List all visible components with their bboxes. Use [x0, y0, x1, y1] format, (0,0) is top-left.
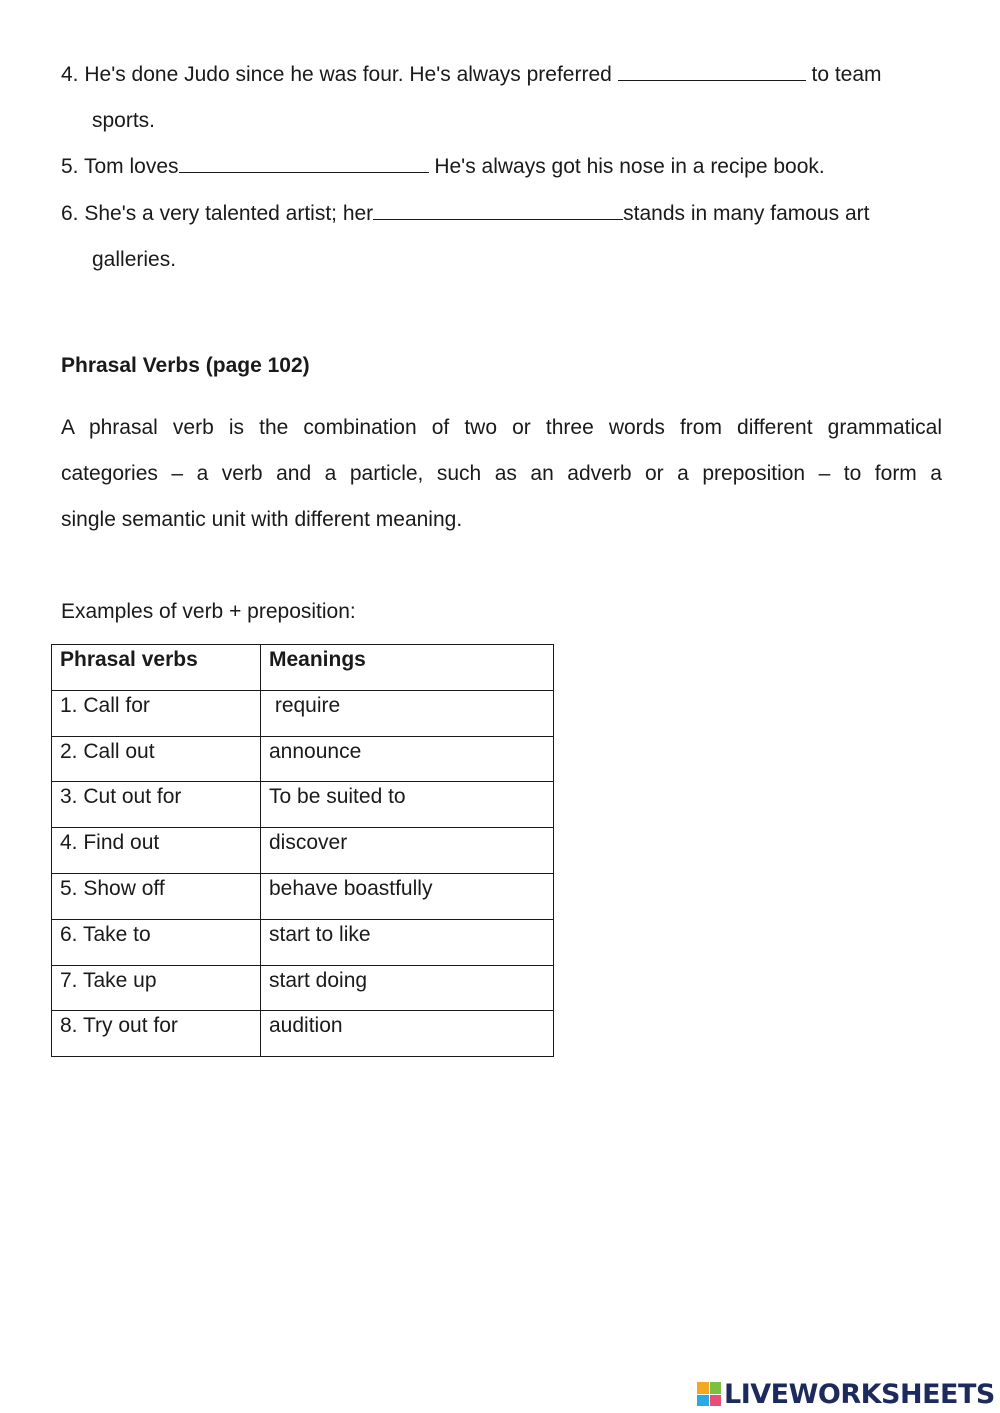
meaning-cell: start to like — [261, 919, 554, 965]
verb-cell: 1. Call for — [52, 690, 261, 736]
table-row — [52, 736, 554, 782]
meaning-cell: audition — [261, 1011, 554, 1057]
exercise-q5-text-b: He's always got his nose in a recipe book. — [428, 155, 825, 178]
exercise-q4-text-a: 4. He's done Judo since he was four. He's always preferred — [61, 63, 618, 86]
meaning-cell: announce — [261, 736, 554, 782]
verb-cell: 3. Cut out for — [52, 782, 261, 828]
logo-text: LIVEWORKSHEETS — [724, 1378, 995, 1410]
table-header-row — [52, 645, 554, 691]
exercise-q6-text-a: 6. She's a very talented artist; her — [61, 202, 374, 225]
table-row — [52, 965, 554, 1011]
meaning-cell: To be suited to — [261, 782, 554, 828]
definition-line-3: single semantic unit with different meaning. — [61, 508, 463, 531]
verb-cell: 2. Call out — [52, 736, 261, 782]
verb-cell: 6. Take to — [52, 919, 261, 965]
logo-square-3 — [697, 1395, 709, 1407]
logo-square-1 — [697, 1382, 709, 1394]
liveworksheets-logo-icon — [697, 1382, 721, 1406]
verb-cell: 8. Try out for — [52, 1011, 261, 1057]
header-phrasal-verbs: Phrasal verbs — [52, 645, 261, 691]
logo-square-4 — [710, 1395, 722, 1407]
table-row — [52, 919, 554, 965]
verb-cell: 5. Show off — [52, 873, 261, 919]
meaning-cell: start doing — [261, 965, 554, 1011]
meaning-cell: discover — [261, 828, 554, 874]
verb-cell: 7. Take up — [52, 965, 261, 1011]
answer-blank-q5[interactable] — [179, 154, 429, 173]
table-row — [52, 690, 554, 736]
table-row — [52, 828, 554, 874]
logo-square-2 — [710, 1382, 722, 1394]
table-row — [52, 782, 554, 828]
answer-blank-q4[interactable] — [618, 62, 806, 81]
exercise-q6-text-b: stands in many famous art — [623, 202, 870, 225]
exercise-q6-line1 — [61, 201, 869, 226]
liveworksheets-logo[interactable] — [697, 1378, 995, 1410]
table-row — [52, 1011, 554, 1057]
exercise-q5-line — [61, 154, 825, 179]
exercise-q6-line2: galleries. — [92, 248, 177, 271]
verb-cell: 4. Find out — [52, 828, 261, 874]
phrasal-verbs-table — [51, 644, 554, 1057]
examples-label: Examples of verb + preposition: — [61, 600, 356, 623]
answer-blank-q6[interactable] — [373, 201, 623, 220]
table-row — [52, 873, 554, 919]
header-meanings: Meanings — [261, 645, 554, 691]
meaning-cell: require — [261, 690, 554, 736]
exercise-q4-line1 — [61, 62, 882, 87]
section-heading: Phrasal Verbs (page 102) — [61, 354, 310, 377]
definition-line-2: categories – a verb and a particle, such as an adverb or a preposition – to form a — [61, 462, 942, 485]
exercise-q4-text-b: to team — [805, 63, 882, 86]
meaning-cell: behave boastfully — [261, 873, 554, 919]
exercise-q5-text-a: 5. Tom loves — [61, 155, 179, 178]
definition-line-1: A phrasal verb is the combination of two or three words from different grammatical — [61, 416, 942, 439]
exercise-q4-line2: sports. — [92, 109, 156, 132]
